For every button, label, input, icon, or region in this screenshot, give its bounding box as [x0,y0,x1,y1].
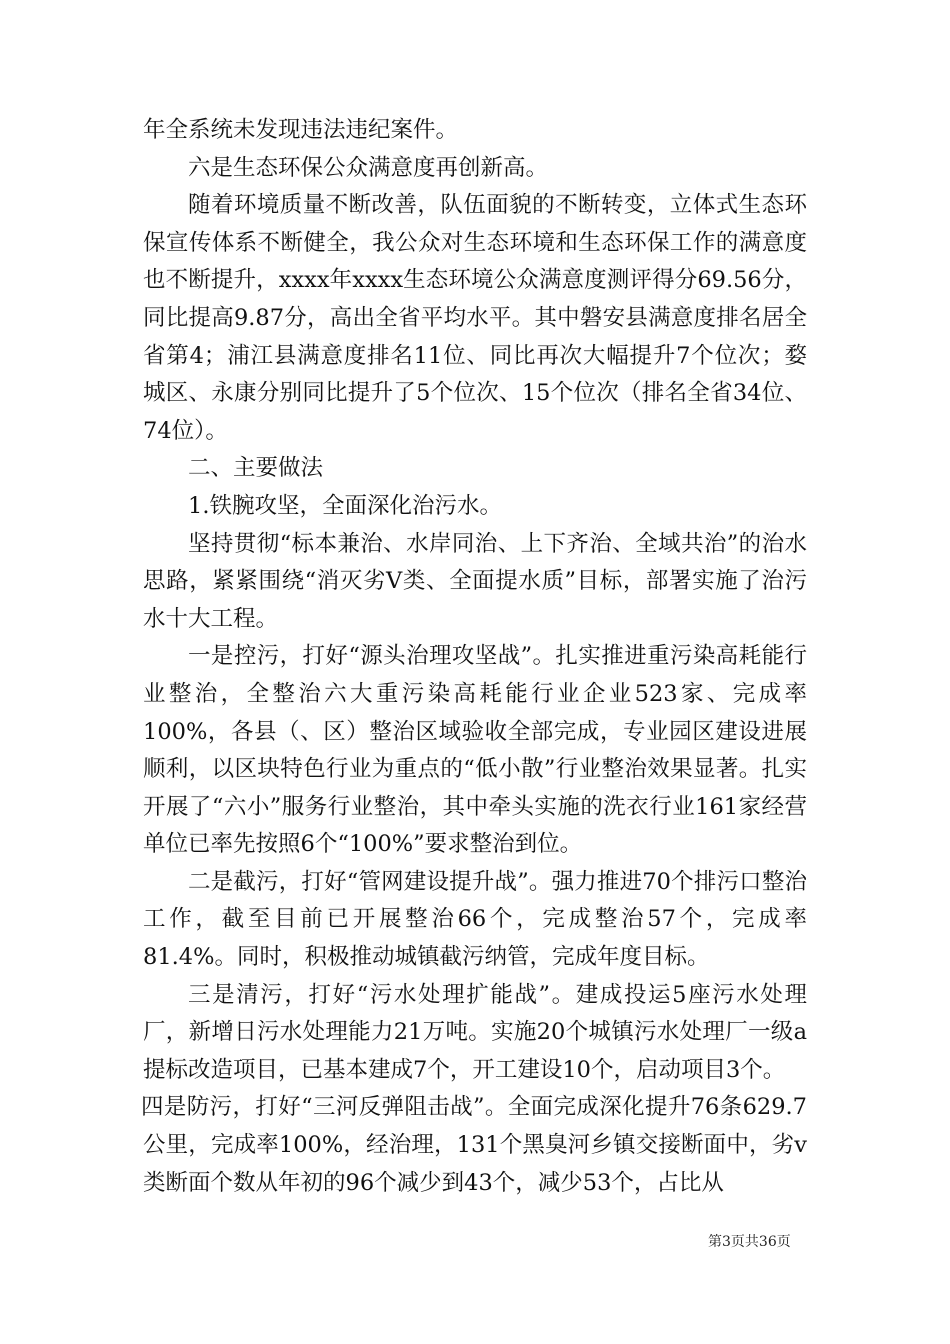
paragraph-8: 二是截污，打好“管网建设提升战”。强力推进70个排污口整治工作，截至目前已开展整治66个，完成整治57个，完成率81.4%。同时，积极推动城镇截污纳管，完成年度目标。 [143,868,807,971]
subsection-heading: 1.铁腕攻坚，全面深化治污水。 [188,492,502,519]
page-number: 第3页共36页 [708,1234,791,1250]
document-body [143,112,807,1202]
paragraph-9: 三是清污，打好“污水处理扩能战”。建成投运5座污水处理厂，新增日污水处理能力21万吨。实施20个城镇污水处理厂一级a提标改造项目，已基本建成7个，开工建设10个，启动项目3个。 [143,981,807,1083]
paragraph-2: 六是生态环保公众满意度再创新高。 [188,154,549,181]
section-heading: 二、主要做法 [188,455,324,482]
paragraph-6: 坚持贯彻“标本兼治、水岸同治、上下齐治、全域共治”的治水思路，紧紧围绕“消灭劣Ⅴ类、全面提水质”目标，部署实施了治污水十大工程。 [143,530,807,632]
paragraph-1: 年全系统未发现违法违纪案件。 [143,117,459,143]
paragraph-10: 四是防污，打好“三河反弹阻击战”。全面完成深化提升76条629.7公里，完成率100%，经治理，131个黑臭河乡镇交接断面中，劣v类断面个数从年初的96个减少到43个，减少53个，占比从 [141,1094,807,1196]
paragraph-3: 随着环境质量不断改善，队伍面貌的不断转变，立体式生态环保宣传体系不断健全，我公众对生态环境和生态环保工作的满意度也不断提升，xxxx年xxxx生态环境公众满意度测评得分69.56分，同比提高9.87分，高出全省平均水平。其中磐安县满意度排名居全省第4；浦江县满意度排名11位、同比再次大幅提升7个位次；婺城区、永康分别同比提升了5个位次、15个位次（排名全省34位、74位）。 [143,192,807,444]
paragraph-7: 一是控污，打好“源头治理攻坚战”。扎实推进重污染高耗能行业整治，全整治六大重污染高耗能行业企业523家、完成率100%，各县（、区）整治区域验收全部完成，专业园区建设进展顺利，以区块特色行业为重点的“低小散”行业整治效果显著。扎实开展了“六小”服务行业整治，其中牵头实施的洗衣行业161家经营单位已率先按照6个“100%”要求整治到位。 [143,643,807,858]
